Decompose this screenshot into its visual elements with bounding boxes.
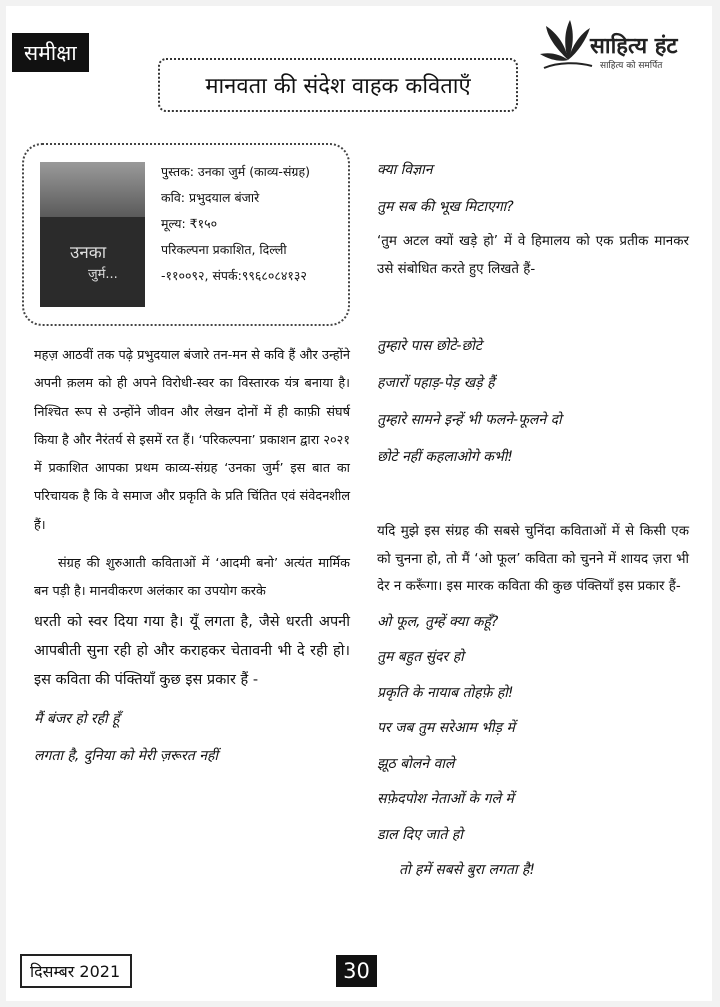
paragraph: धरती को स्वर दिया गया है। यूँ लगता है, जैसे धरती अपनी आपबीती सुना रही हो और कराहकर चेतावनी भी दे रही हो। इस कविता की पंक्तियाँ कुछ इस प्रकार हैं - <box>34 613 350 688</box>
poem-line: डाल दिए जाते हो <box>377 826 463 843</box>
left-column <box>34 342 350 775</box>
poem-excerpt <box>34 701 350 775</box>
logo-tagline: साहित्य को समर्पित <box>600 61 663 71</box>
poem-line: मैं बंजर हो रही हूँ <box>34 710 120 727</box>
poem-line: लगता है, दुनिया को मेरी ज़रूरत नहीं <box>34 747 219 764</box>
paragraph: महज़ आठवीं तक पढ़े प्रभुदयाल बंजारे तन-मन से कवि हैं और उन्होंने अपनी क़लम को ही अपने विरोधी-स्वर का विस्तारक यंत्र बनाया है। निश्चित रूप से उन्होंने जीवन और लेखन दोनों में ही काफ़ी संघर्ष किया है और नैरंतर्य से इसमें रत हैं। ‘परिकल्पना’ प्रकाशन द्वारा २०२१ में प्रकाशित आपका प्रथम काव्य-संग्रह ‘उनका जुर्म’ इस बात का परिचायक है कि वे समाज और प्रकृति के प्रति चिंतित एवं संवेदनशील हैं। <box>34 348 350 533</box>
cover-title: उनका <box>70 243 107 263</box>
book-detail-line: कवि: प्रभुदयाल बंजारे <box>161 190 260 205</box>
poem-line: ओ फूल, तुम्हें क्या कहूँ? <box>377 613 499 630</box>
poem-excerpt <box>377 605 689 889</box>
book-details <box>161 159 310 289</box>
poem-excerpt <box>377 328 689 476</box>
page-number: 30 <box>336 955 377 987</box>
poem-line: तुम्हारे पास छोटे-छोटे <box>377 338 482 354</box>
book-detail-line: मूल्य: ₹१५० <box>161 216 218 231</box>
poem-line: झूठ बोलने वाले <box>377 755 455 772</box>
poem-line: तो हमें सबसे बुरा लगता है! <box>399 862 535 878</box>
poem-line: छोटे नहीं कहलाओगे कभी! <box>377 449 514 465</box>
book-cover-image <box>40 162 145 307</box>
poem-line: सफ़ेदपोश नेताओं के गले में <box>377 791 514 807</box>
poem-excerpt <box>377 152 689 226</box>
paragraph: संग्रह की शुरुआती कविताओं में ‘आदमी बनो’ अत्यंत मार्मिक बन पड़ी है। मानवीकरण अलंकार का उपयोग करके <box>34 556 350 600</box>
article-title: मानवता की संदेश वाहक कविताएँ <box>158 58 518 112</box>
poem-line: तुम सब की भूख मिटाएगा? <box>377 199 514 215</box>
book-detail-line: -११००९२, संपर्क:९९६८०८४१३२ <box>161 268 307 283</box>
cover-subtitle: जुर्म... <box>88 267 118 282</box>
book-detail-line: पुस्तक: उनका जुर्म (काव्य-संग्रह) <box>161 164 310 179</box>
poem-line: तुम्हारे सामने इन्हें भी फलने-फूलने दो <box>377 412 562 428</box>
issue-date: दिसम्बर 2021 <box>20 954 132 988</box>
section-label: समीक्षा <box>12 33 89 72</box>
logo-name: साहित्य हंट <box>590 34 678 59</box>
poem-line: हजारों पहाड़-पेड़ खड़े हैं <box>377 375 495 391</box>
paragraph: यदि मुझे इस संग्रह की सबसे चुनिंदा कविताओं में से किसी एक को चुनना हो, तो मैं ‘ओ फूल’ कविता को चुनने में शायद ज़रा भी देर न करूँगा। इस मारक कविता की कुछ पंक्तियाँ इस प्रकार हैं- <box>377 524 689 594</box>
book-detail-line: परिकल्पना प्रकाशित, दिल्ली <box>161 242 287 257</box>
poem-line: प्रकृति के नायाब तोहफ़े हो! <box>377 684 514 701</box>
paragraph: ‘तुम अटल क्यों खड़े हो’ में वे हिमालय को एक प्रतीक मानकर उसे संबोधित करते हुए लिखते हैं- <box>377 234 689 277</box>
poem-line: तुम बहुत सुंदर हो <box>377 649 464 665</box>
poem-line: पर जब तुम सरेआम भीड़ में <box>377 720 515 736</box>
poem-line: क्या विज्ञान <box>377 162 433 178</box>
book-info-box <box>22 143 350 326</box>
right-column <box>377 152 689 889</box>
